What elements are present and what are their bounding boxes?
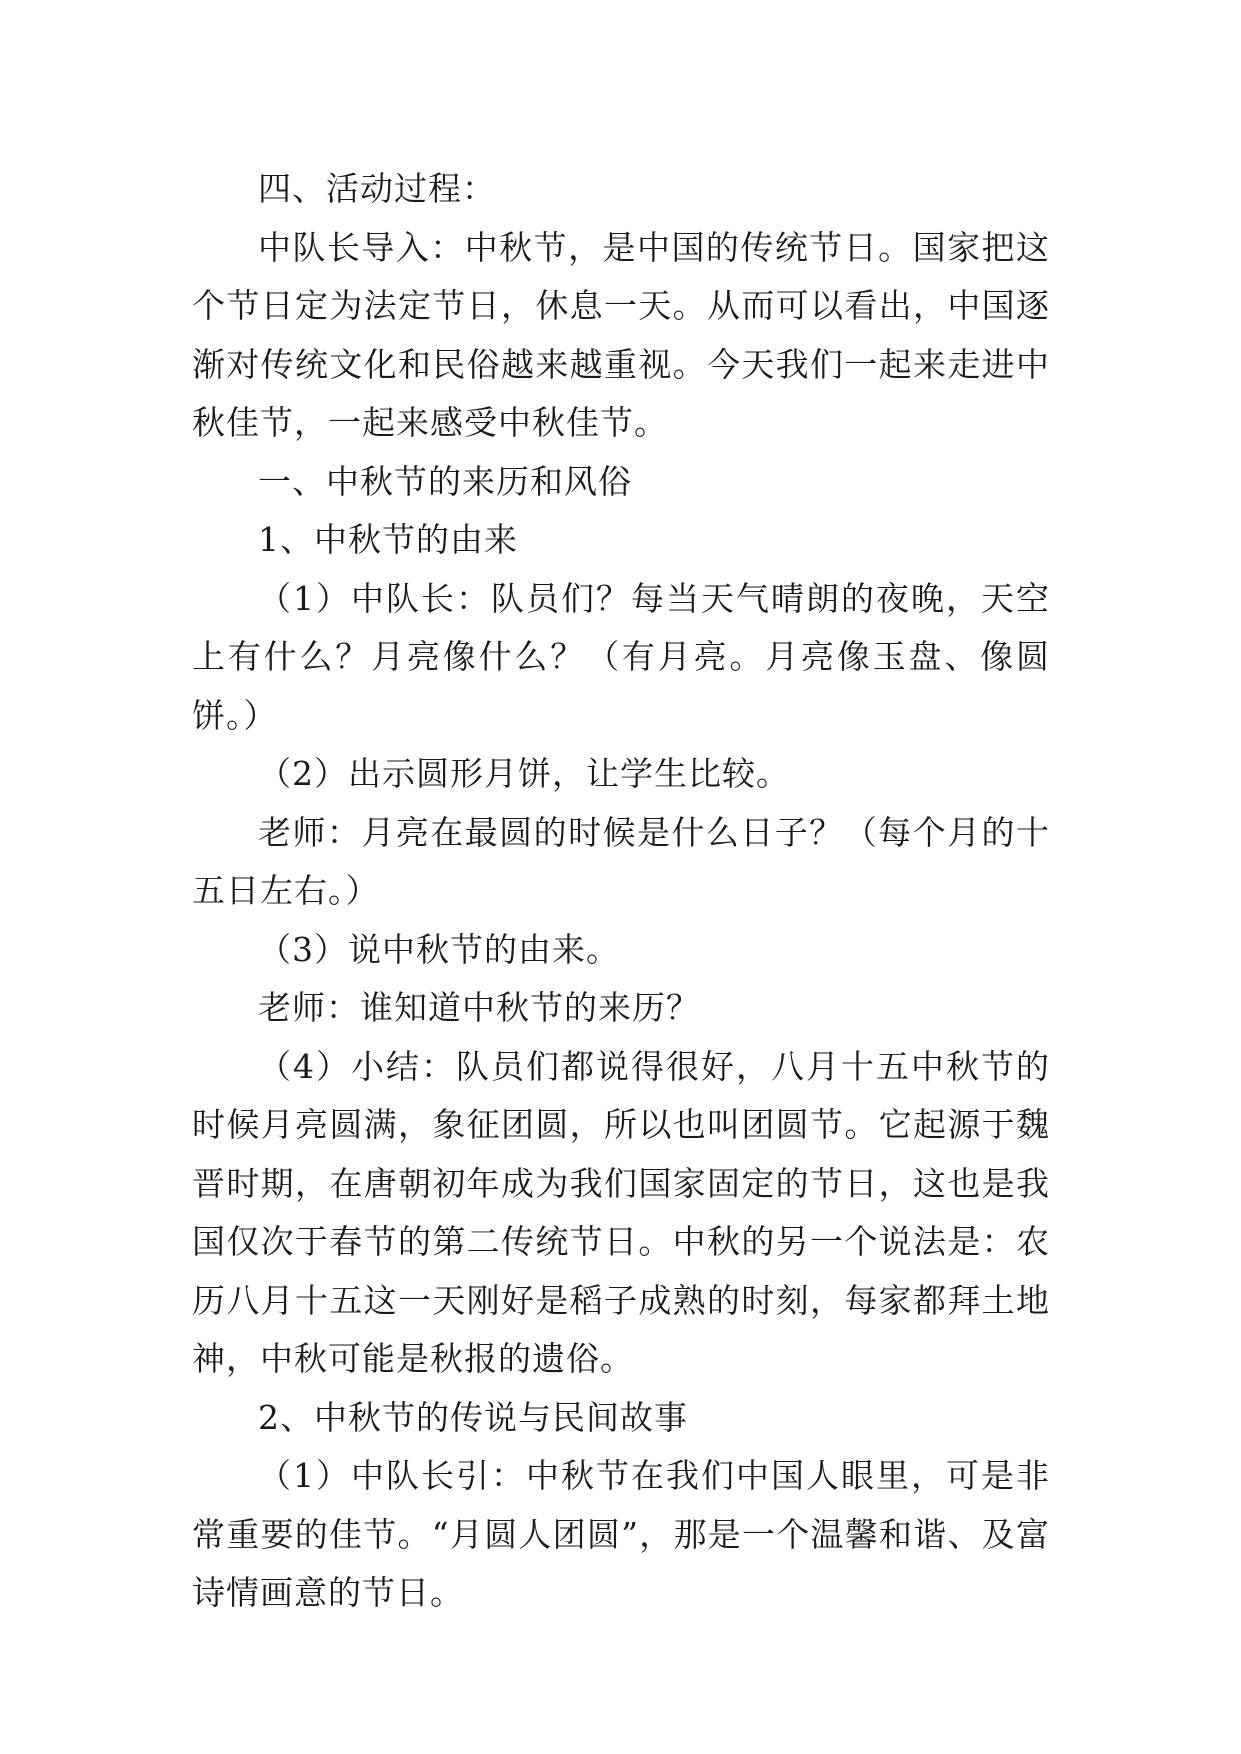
- paragraph-item-1: （1）中队长：队员们？每当天气晴朗的夜晚，天空上有什么？月亮像什么？（有月亮。月亮像玉盘、像圆饼。）: [192, 578, 1050, 735]
- paragraph-intro: 中队长导入：中秋节，是中国的传统节日。国家把这个节日定为法定节日，休息一天。从而可以看出，中国逐渐对传统文化和民俗越来越重视。今天我们一起来走进中秋佳节，一起来感受中秋佳节。: [192, 227, 1050, 442]
- paragraph-item-3: （3）说中秋节的由来。: [258, 929, 620, 969]
- paragraph-teacher-question-1: 老师：月亮在最圆的时候是什么日子？（每个月的十五日左右。）: [192, 812, 1050, 910]
- section-heading-activity-process: 四、活动过程：: [258, 169, 496, 208]
- paragraph-legends-intro: （1）中队长引：中秋节在我们中国人眼里，可是非常重要的佳节。“月圆人团圆”，那是一个温馨和谐、及富诗情画意的节日。: [192, 1456, 1050, 1612]
- paragraph-item-4-summary: （4）小结：队员们都说得很好，八月十五中秋节的时候月亮圆满，象征团圆，所以也叫团圆节。它起源于魏晋时期，在唐朝初年成为我们国家固定的节日，这也是我国仅次于春节的第二传统节日。中秋的另一个说法是：农历八月十五这一天刚好是稻子成熟的时刻，每家都拜土地神，中秋可能是秋报的遗俗。: [192, 1046, 1050, 1378]
- section-heading-origin-customs: 一、中秋节的来历和风俗: [258, 461, 632, 501]
- document-body: [192, 160, 1050, 1623]
- paragraph-teacher-question-2: 老师：谁知道中秋节的来历？: [258, 988, 700, 1027]
- paragraph-item-2: （2）出示圆形月饼，让学生比较。: [258, 754, 790, 793]
- subheading-origin: 1、中秋节的由来: [258, 520, 518, 559]
- subheading-legends: 2、中秋节的传说与民间故事: [258, 1397, 688, 1437]
